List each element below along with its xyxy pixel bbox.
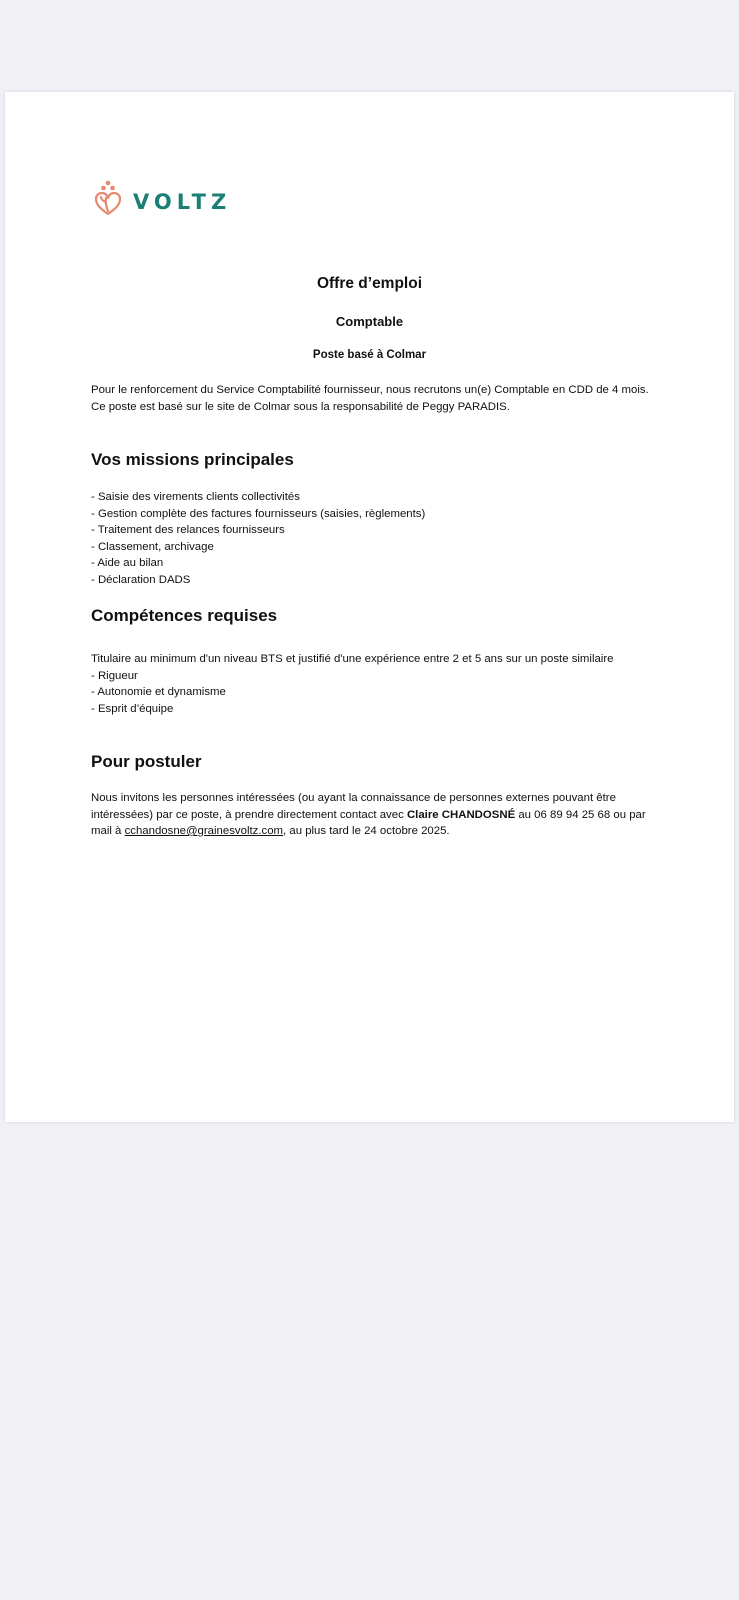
list-item: - Aide au bilan xyxy=(91,557,164,569)
competences-section xyxy=(91,651,651,717)
missions-list xyxy=(91,489,651,588)
intro-paragraph: Pour le renforcement du Service Comptabilité fournisseur, nous recrutons un(e) Comptable en CDD de 4 mois. Ce poste est basé sur le site de Colmar sous la responsabilité de Peggy PARADIS. xyxy=(91,384,649,413)
list-item: - Déclaration DADS xyxy=(91,573,191,586)
job-title: Comptable xyxy=(335,314,404,329)
company-logo xyxy=(93,178,231,218)
list-item: - Esprit d’équipe xyxy=(91,702,174,715)
job-location: Poste basé à Colmar xyxy=(312,349,427,361)
postuler-text-after: , au plus tard le 24 octobre 2025. xyxy=(283,825,450,837)
list-item: - Saisie des virements clients collectivités xyxy=(91,491,300,503)
contact-email-link[interactable]: cchandosne@grainesvoltz.com xyxy=(124,825,284,837)
page-title: Offre d’emploi xyxy=(316,275,423,292)
list-item: - Autonomie et dynamisme xyxy=(91,686,226,698)
list-item: - Traitement des relances fournisseurs xyxy=(91,524,285,536)
list-item: - Gestion complète des factures fournisseurs (saisies, règlements) xyxy=(91,507,426,520)
document-page xyxy=(5,92,734,1122)
contact-name: Claire CHANDOSNÉ xyxy=(406,808,516,821)
competences-intro: Titulaire au minimum d'un niveau BTS et justifié d'une expérience entre 2 et 5 ans sur un poste similaire xyxy=(91,653,614,665)
list-item: - Classement, archivage xyxy=(91,540,214,553)
list-item: - Rigueur xyxy=(91,669,138,682)
postuler-text-before: Nous invitons les personnes intéressées (ou ayant la connaissance de personnes externes pouvant être intéressées) par ce poste, à prendre directement contact avec xyxy=(91,792,616,821)
postuler-text-middle: au 06 89 94 25 68 ou par mail à xyxy=(91,808,646,837)
competences-heading: Compétences requises xyxy=(91,606,278,625)
postuler-paragraph xyxy=(91,790,651,840)
heart-sprout-icon xyxy=(93,178,123,218)
missions-heading: Vos missions principales xyxy=(91,450,294,469)
postuler-heading: Pour postuler xyxy=(91,752,202,771)
logo-wordmark: VOLTZ xyxy=(133,189,232,214)
